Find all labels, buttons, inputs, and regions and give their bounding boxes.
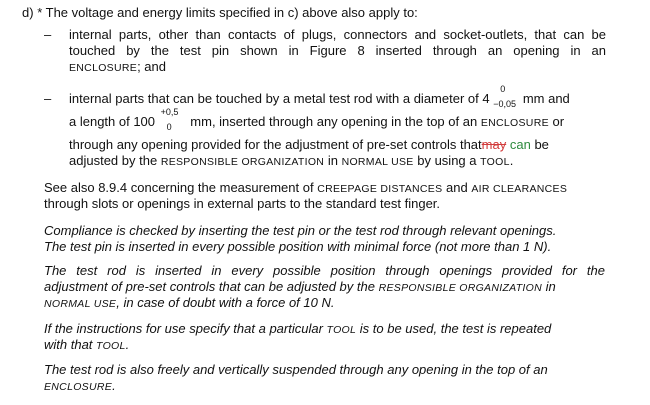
deleted-word: may bbox=[481, 137, 507, 152]
bullet-2-line-4-end: . bbox=[509, 153, 514, 168]
compliance-p3-line-2-end: . bbox=[125, 337, 130, 352]
creepage-distances-term: CREEPAGE DISTANCES bbox=[317, 183, 443, 195]
enclosure-term: ENCLOSURE bbox=[69, 62, 138, 74]
see-also-line-1 bbox=[44, 180, 567, 197]
compliance-p3-line-1-text: If the instructions for use specify that a particular bbox=[44, 321, 323, 336]
bullet-1-dash: – bbox=[44, 27, 52, 42]
air-clearances-term: AIR CLEARANCES bbox=[471, 183, 568, 195]
asterisk-marker: * bbox=[37, 5, 43, 20]
tolerance-upper: 0 bbox=[500, 84, 506, 94]
inserted-word: can bbox=[509, 137, 531, 152]
bullet-2-line-4-text: adjusted by the bbox=[69, 153, 158, 168]
bullet-2-line-4-in: in bbox=[327, 153, 338, 168]
diameter-tolerance bbox=[493, 84, 519, 109]
bullet-2-line-3-end: be bbox=[534, 137, 549, 152]
see-also-line-2: through slots or openings in external parts to the standard test finger. bbox=[44, 196, 441, 211]
compliance-p2-line-3 bbox=[44, 295, 334, 312]
tolerance-lower: −0,05 bbox=[493, 99, 516, 109]
compliance-p2-line-2 bbox=[44, 279, 556, 296]
compliance-p1-line-2: The test pin is inserted in every possible position with minimal force (not more than 1 N). bbox=[44, 239, 552, 254]
bullet-1-line-2: touched by the test pin shown in Figure 8 inserted through an opening in an bbox=[69, 43, 606, 58]
see-also-and: and bbox=[446, 180, 468, 195]
compliance-p3-line-1-end: is to be used, the test is repeated bbox=[359, 321, 552, 336]
compliance-p2-line-2-text: adjustment of pre-set controls that can be adjusted by the bbox=[44, 279, 375, 294]
enclosure-term: ENCLOSURE bbox=[44, 381, 113, 393]
tolerance-upper: +0,5 bbox=[160, 107, 179, 117]
bullet-2-line-3 bbox=[69, 137, 549, 153]
tool-term: TOOL bbox=[480, 156, 510, 168]
bullet-1-line-3-rest: ; and bbox=[137, 59, 166, 74]
bullet-2-line-3-text: through any opening provided for the adjustment of pre-set controls that bbox=[69, 137, 482, 152]
compliance-p2-line-3-text: , in case of doubt with a force of 10 N. bbox=[116, 295, 335, 310]
compliance-p2-line-2-in: in bbox=[545, 279, 556, 294]
intro-text: The voltage and energy limits specified in c) above also apply to: bbox=[45, 5, 418, 20]
tolerance-lower: 0 bbox=[166, 122, 172, 132]
normal-use-term: NORMAL USE bbox=[341, 156, 414, 168]
bullet-2-line-2-mid: mm, inserted through any opening in the top of an bbox=[190, 114, 478, 129]
bullet-2-line-2-end: or bbox=[552, 114, 565, 129]
compliance-p2-line-1: The test rod is inserted in every possible position through openings provided for the bbox=[44, 263, 605, 278]
bullet-2-dash: – bbox=[44, 91, 52, 106]
bullet-1-line-1: internal parts, other than contacts of plugs, connectors and socket-outlets, that can be bbox=[69, 27, 606, 42]
bullet-2-line-1-end: mm and bbox=[522, 91, 570, 106]
compliance-p3-line-1 bbox=[44, 321, 551, 338]
bullet-2-line-2 bbox=[69, 107, 565, 132]
bullet-2-line-4-by: by using a bbox=[417, 153, 477, 168]
enclosure-term: ENCLOSURE bbox=[480, 117, 549, 129]
see-also-text: See also 8.9.4 concerning the measurement of bbox=[44, 180, 314, 195]
responsible-organization-term: RESPONSIBLE ORGANIZATION bbox=[378, 282, 542, 294]
bullet-1-line-3 bbox=[69, 59, 166, 76]
tool-term: TOOL bbox=[96, 340, 126, 352]
compliance-p3-line-2-text: with that bbox=[44, 337, 93, 352]
normal-use-term: NORMAL USE bbox=[44, 298, 117, 310]
length-tolerance bbox=[159, 107, 187, 132]
responsible-organization-term: RESPONSIBLE ORGANIZATION bbox=[160, 156, 325, 168]
compliance-p4-line-1: The test rod is also freely and vertically suspended through any opening in the top of an bbox=[44, 362, 548, 377]
bullet-2-line-1 bbox=[69, 84, 570, 109]
compliance-p3-line-2 bbox=[44, 337, 129, 354]
item-label: d) bbox=[22, 5, 34, 20]
item-d-intro bbox=[22, 5, 418, 21]
bullet-2-line-1-text: internal parts that can be touched by a metal test rod with a diameter of 4 bbox=[69, 91, 490, 106]
tool-term: TOOL bbox=[326, 324, 357, 336]
compliance-p1-line-1: Compliance is checked by inserting the test pin or the test rod through relevant openings. bbox=[44, 223, 557, 238]
bullet-2-line-4 bbox=[69, 153, 513, 170]
compliance-p4-line-2 bbox=[44, 378, 116, 395]
bullet-2-line-2-text: a length of 100 bbox=[69, 114, 156, 129]
compliance-p4-line-2-end: . bbox=[112, 378, 116, 393]
